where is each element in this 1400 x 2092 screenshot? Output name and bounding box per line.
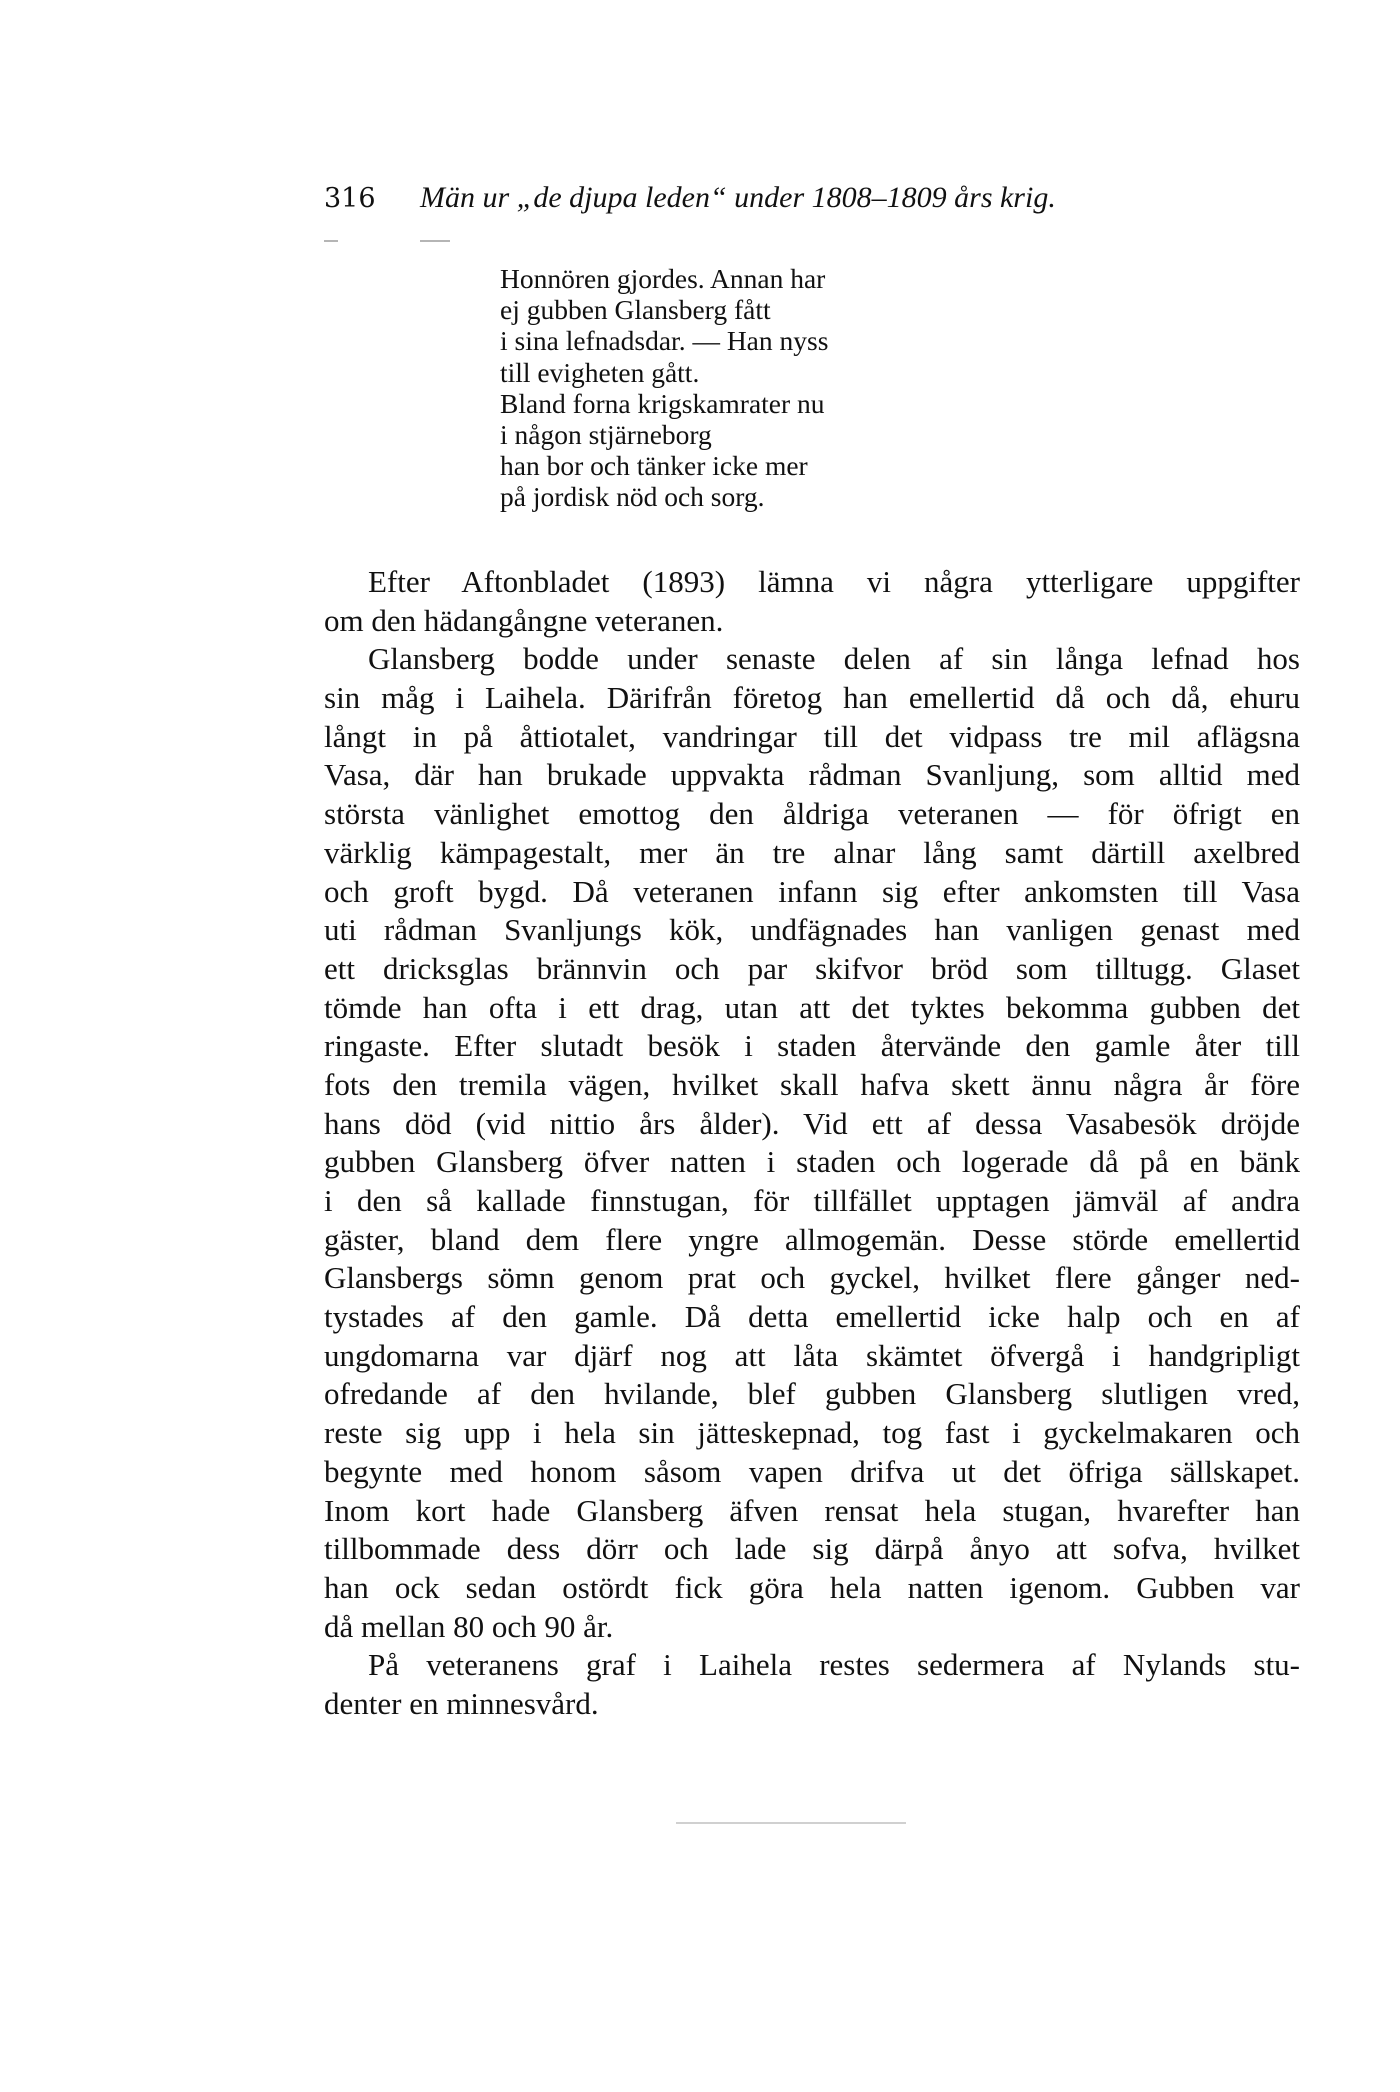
poem-line: i sina lefnadsdar. — Han nyss (500, 325, 829, 357)
text-line: På veteranens graf i Laihela restes sedermera af Nylands stu- (368, 1647, 1300, 1683)
paragraph-intro (324, 563, 1300, 640)
poem-line: han bor och tänker icke mer (500, 450, 808, 482)
text-line: i den så kallade finnstugan, för tillfället upptagen jämväl af andra (324, 1183, 1300, 1218)
text-line: ofredande af den hvilande, blef gubben Glansberg slutligen vred, (324, 1376, 1300, 1412)
poem-stanza (500, 263, 1020, 513)
text-line: Inom kort hade Glansberg äfven rensat hela stugan, hvarefter han (324, 1492, 1300, 1528)
poem-line: ej gubben Glansberg fått (500, 294, 771, 326)
text-line: största vänlighet emottog den åldriga veteranen — för öfrigt en (324, 796, 1300, 832)
text-line: sin måg i Laihela. Därifrån företog han emellertid då och då, ehuru (324, 680, 1300, 716)
text-line: gubben Glansberg öfver natten i staden och logerade då på en bänk (324, 1144, 1300, 1180)
print-speck (420, 240, 450, 242)
paragraph-main (324, 640, 1300, 1646)
running-head (324, 178, 1224, 218)
poem-line: i någon stjärneborg (500, 419, 712, 451)
print-speck (676, 1822, 906, 1824)
text-line: ett dricksglas brännvin och par skifvor bröd som tilltugg. Glaset (324, 950, 1300, 986)
poem-line: på jordisk nöd och sorg. (500, 481, 765, 513)
page-number: 316 (324, 183, 376, 214)
print-speck (324, 240, 338, 242)
poem-line: Bland forna krigskamrater nu (500, 387, 825, 419)
text-line: uti rådman Svanljungs kök, undfägnades han vanligen genast med (324, 912, 1300, 948)
text-line: hans död (vid nittio års ålder). Vid ett af dessa Vasabesök dröjde (324, 1105, 1300, 1141)
text-line: reste sig upp i hela sin jätteskepnad, tog fast i gyckelmakaren och (324, 1415, 1300, 1451)
text-line: han ock sedan ostördt fick göra hela natten igenom. Gubben var (324, 1569, 1300, 1605)
text-line: ringaste. Efter slutadt besök i staden återvände den gamle åter till (324, 1028, 1300, 1064)
text-line: tömde han ofta i ett drag, utan att det tyktes bekomma gubben det (324, 989, 1300, 1025)
text-line: om den hädangångne veteranen. (324, 602, 724, 638)
text-line: tillbommade dess dörr och lade sig därpå ånyo att sofva, hvilket (324, 1531, 1300, 1567)
poem-line: till evigheten gått. (500, 356, 700, 388)
text-line: Glansbergs sömn genom prat och gyckel, hvilket flere gånger ned- (324, 1260, 1300, 1296)
paragraph-closing (324, 1646, 1300, 1723)
text-line: Glansberg bodde under senaste delen af sin långa lefnad hos (368, 641, 1300, 677)
body-text (324, 563, 1300, 1724)
text-line: Efter Aftonbladet (1893) lämna vi några ytterligare uppgifter (368, 564, 1300, 599)
running-title: Män ur „de djupa leden“ under 1808–1809 års krig. (420, 181, 1056, 214)
text-line: ungdomarna var djärf nog att låta skämtet öfvergå i handgripligt (324, 1337, 1300, 1373)
text-line: tystades af den gamle. Då detta emellertid icke halp och en af (324, 1299, 1300, 1335)
text-line: värklig kämpagestalt, mer än tre alnar lång samt därtill axelbred (324, 834, 1300, 870)
text-line: denter en minnesvård. (324, 1685, 599, 1721)
text-line: begynte med honom såsom vapen drifva ut det öfriga sällskapet. (324, 1453, 1300, 1489)
text-line: då mellan 80 och 90 år. (324, 1608, 614, 1644)
poem-line: Honnören gjordes. Annan har (500, 263, 826, 294)
text-line: Vasa, där han brukade uppvakta rådman Svanljung, som alltid med (324, 757, 1300, 793)
text-line: långt in på åttiotalet, vandringar till det vidpass tre mil aflägsna (324, 718, 1300, 754)
text-line: och groft bygd. Då veteranen infann sig efter ankomsten till Vasa (324, 873, 1300, 909)
text-line: fots den tremila vägen, hvilket skall hafva skett ännu några år före (324, 1066, 1300, 1102)
text-line: gäster, bland dem flere yngre allmogemän. Desse störde emellertid (324, 1221, 1300, 1257)
